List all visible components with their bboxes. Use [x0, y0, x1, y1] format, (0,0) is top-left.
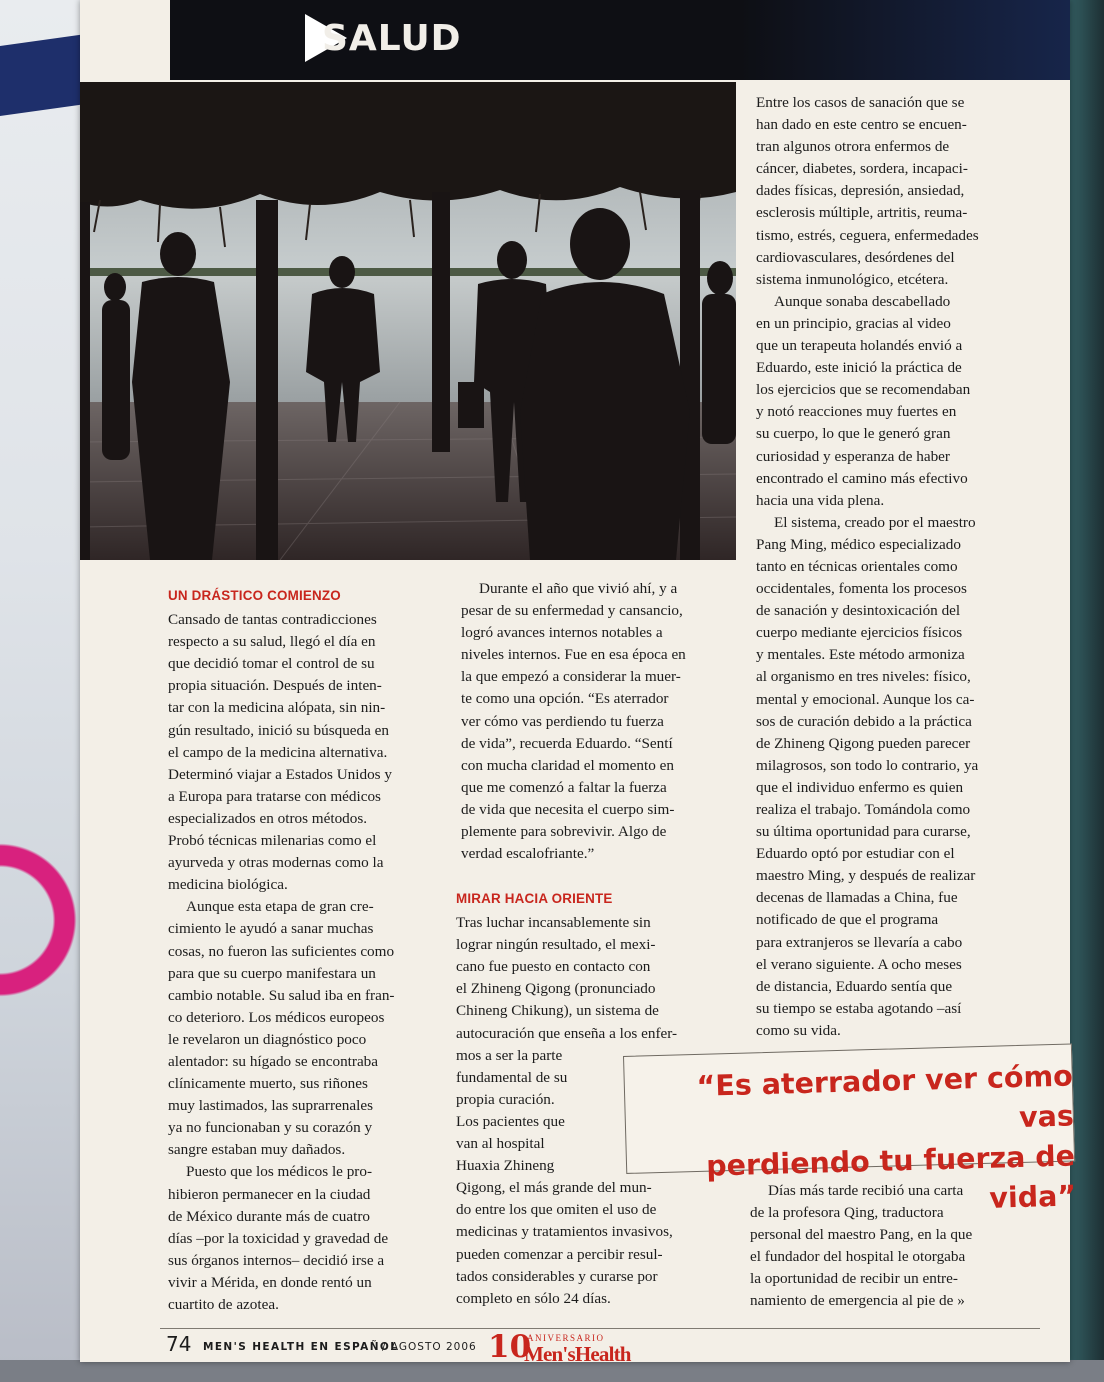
section-title: SALUD — [322, 18, 462, 59]
issue-date: / AGOSTO 2006 — [382, 1341, 477, 1353]
column-2 — [461, 578, 736, 865]
subhead-mirar-hacia-oriente: MIRAR HACIA ORIENTE — [456, 891, 613, 906]
pull-quote-line-1: “Es aterrador ver cómo vas — [696, 1059, 1075, 1134]
subhead-drastico-comienzo: UN DRÁSTICO COMIENZO — [168, 588, 341, 603]
page-number: 74 — [166, 1332, 192, 1356]
background-left — [0, 0, 86, 1382]
background-pink-arc — [0, 820, 86, 1020]
col2-paragraph-2: Tras luchar incansablemente sin lograr ningún resultado, el mexi- cano fue puesto en contacto con el Zhineng Qigong (pronunciado Chineng Chikung), un sistema de autocuración que enseña a los enfer- mos a ser la parte fundamental de su propia curación. Los pacientes que van al hospital Huaxia Zhineng Qigong, el más grande del mun- do entre los que omiten el uso de medicinas y tratamientos invasivos, pueden comenzar a percibir resul- tados considerables y curarse por completo en sólo 24 días. — [456, 914, 678, 1307]
col1-paragraph-2: Aunque esta etapa de gran cre- cimiento le ayudó a sanar muchas cosas, no fueron las suficientes como para que su cuerpo manifestara un cambio notable. Su salud iba en fran- co deterioro. Los médicos europeos le revelaron un diagnóstico poco alentador: su hígado se encontraba clínicamente muerto, sus riñones muy lastimados, las suprarrenales ya no funcionaban y su corazón y sangre estaban muy dañados. — [168, 898, 395, 1159]
col1-paragraph-1: Cansado de tantas contradicciones respecto a su salud, llegó el día en que decidió tomar el control de su propia situación. Después de inten- tar con la medicina alópata, sin nin- gún resultado, inició su búsqueda en el campo de la medicina alternativa. Determinó viajar a Estados Unidos y a Europa para tratarse con médicos especializados en otros métodos. Probó técnicas milenarias como el ayurveda y otras modernas como la medicina biológica. — [168, 611, 392, 894]
anniversary-logo-label: ANIVERSARIO — [527, 1333, 605, 1343]
footer-rule — [160, 1328, 1040, 1329]
background-blue-stripe — [0, 34, 86, 116]
silhouette-photo-illustration — [80, 82, 736, 560]
section-header-band — [170, 0, 1070, 80]
magazine-page — [80, 0, 1077, 1366]
col3-paragraph-4: Días más tarde recibió una carta de la profesora Qing, traductora personal del maestro Pang, en la que el fundador del hospital le otorgaba la oportunidad de recibir un entre- namiento de emergencia al pie de » — [750, 1182, 973, 1310]
col2-paragraph-1: Durante el año que vivió ahí, y a pesar de su enfermedad y cansancio, logró avances internos notables a niveles internos. Fue en esa época en la que empezó a considerar la muer- te como una opción. “Es aterrador ver cómo vas perdiendo tu fuerza de vida”, recuerda Eduardo. “Sentí con mucha claridad el momento en que me comenzó a faltar la fuerza de vida que necesita el cuerpo sim- plemente para sobrevivir. Algo de verdad escalofriante.” — [461, 580, 686, 863]
magazine-name: MEN'S HEALTH EN ESPAÑOL — [203, 1341, 399, 1353]
pull-quote-line-2: perdiendo tu fuerza de vida” — [705, 1139, 1077, 1215]
brand-logo: Men'sHealth — [524, 1342, 631, 1366]
pull-quote-box — [623, 1043, 1077, 1215]
col3-paragraph-1: Entre los casos de sanación que se han dado en este centro se encuen- tran algunos otrora enfermos de cáncer, diabetes, sordera, incapaci- dades físicas, depresión, ansiedad, esclerosis múltiple, artritis, reuma- tismo, estrés, ceguera, enfermedades cardiovasculares, desórdenes del sistema inmunológico, etcétera. — [756, 94, 979, 288]
col3-paragraph-3: El sistema, creado por el maestro Pang Ming, médico especializado tanto en técnicas orientales como occidentales, fomenta los procesos de sanación y desintoxicación del cuerpo mediante ejercicios físicos y mentales. Este método armoniza al organismo en tres niveles: físico, mental y emocional. Aunque los ca- sos de curación debido a la práctica de Zhineng Qigong pueden parecer milagrosos, son todo lo contrario, ya que el individuo enfermo es quien realiza el trabajo. Tomándola como su última oportunidad para curarse, Eduardo optó por estudiar con el maestro Ming, y después de realizar decenas de llamadas a China, fue notificado de que el programa para extranjeros se llevaría a cabo el verano siguiente. A ocho meses de distancia, Eduardo sentía que su tiempo se estaba agotando –así como su vida. — [756, 513, 979, 1039]
lead-photo — [80, 82, 736, 560]
column-3 — [756, 92, 1002, 1042]
anniversary-logo-number: 10 — [488, 1329, 532, 1365]
col1-paragraph-3: Puesto que los médicos le pro- hibieron permanecer en la ciudad de México durante más de cuatro días –por la toxicidad y gravedad de sus órganos internos– decidió irse a vivir a Mérida, en donde rentó un cuartito de azotea. — [168, 1163, 389, 1313]
pull-quote-text — [642, 1056, 1076, 1228]
column-1 — [168, 585, 438, 1316]
header-blue-fade — [740, 0, 1070, 80]
col3-paragraph-2: Aunque sonaba descabellado en un principio, gracias al video que un terapeuta holandés envió a Eduardo, este inició la práctica de los ejercicios que se recomendaban y notó reacciones muy fuertes en su cuerpo, lo que le generó gran curiosidad y esperanza de haber encontrado el camino más efectivo hacia una vida plena. — [756, 292, 971, 509]
